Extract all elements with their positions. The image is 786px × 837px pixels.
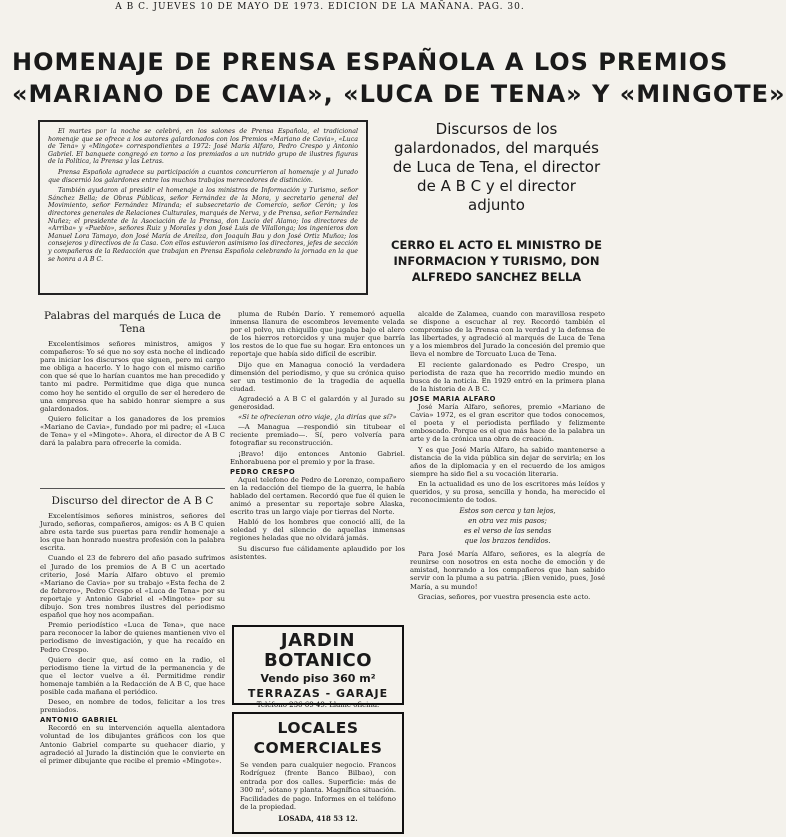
paragraph: Quiero decir que, así como en la radio, el periodismo tiene la virtud de la permanencia y de que el lector vuelve a él. Permitidme rendir homenaje también a la Redacción de A B C, que hace posible cada mañana el periódico. (40, 655, 225, 696)
ad-title: JARDIN BOTANICO (263, 630, 373, 671)
paragraph: Recordó en su intervención aquella alentadora voluntad de los dibujantes gráficos con los que Antonio Gabriel comparte su quehacer diario, y agradeció al Jurado la distinción que le convierte en el primer dibujante que recibe el premio «Mingote». (40, 724, 225, 765)
column-rule (40, 488, 225, 489)
ad-body: Se venden para cualquier negocio. Francos Rodríguez (frente Banco Bilbao), con entrada por dos calles. Superficie: más de 300 m², sótano y planta. Magnífica situación. Facilidades de pago. Informes en el teléfono de la propiedad. (240, 761, 396, 812)
paragraph: El reciente galardonado es Pedro Crespo, un periodista de raza que ha recorrido medio mundo en busca de la noticia. En 1929 entró en la primera plana de la historia de A B C. (410, 360, 605, 393)
ad-contact: Teléfono 236 69 49. Llame oficina. (256, 701, 380, 709)
ad-line: TERRAZAS - GARAJE (247, 687, 389, 700)
classified-ad-jardin-botanico (232, 625, 404, 709)
paragraph: En la actualidad es uno de los escritores más leídos y queridos, y su prosa, sencilla y honda, ha merecido el reconocimiento de todos. (410, 479, 605, 505)
paragraph: Quiero felicitar a los ganadores de los premios «Mariano de Cavia», fundado por mi padre; el «Luca de Tena» y el «Mingote». Ahora, el director de A B C dará la palabra para ofrecerle la comida. (40, 414, 225, 448)
paragraph: Cuando el 23 de febrero del año pasado sufrimos el Jurado de los premios de A B C un acertado criterio, José María Alfaro obtuvo el premio «Mariano de Cavia» por su trabajo «Esta fecha de 2 de febrero», Pedro Crespo el «Luca de Tena» por su reportaje y Antonio Gabriel el «Mingote» por su dibujo. Son tres nombres ilustres del periodismo español que hoy nos acompañan. (40, 554, 225, 620)
intro-paragraph: El martes por la noche se celebró, en los salones de Prensa Española, el tradicional homenaje que se ofrece a los autores galardonados con los Premios «Mariano de Cavia», «Luca de Tena» y «Mingote» correspondientes a 1972: José María Alfaro, Pedro Crespo y Antonio Gabriel. El banquete congregó en torno a los premiados a un nutrido grupo de ilustres figuras de la Política, la Prensa y las Letras. (48, 128, 358, 166)
headline-line-2: «MARIANO DE CAVIA», «LUCA DE TENA» Y «MINGOTE» (12, 80, 786, 108)
paragraph: ¡Bravo! dijo entonces Antonio Gabriel. Enhorabuena por el premio y por la frase. (230, 449, 405, 466)
poem (410, 506, 605, 546)
paragraph: pluma de Rubén Darío. Y rememoró aquella inmensa llanura de escombros levemente velada por el polvo, un chiquillo que jugaba bajo el alero de los hierros retorcidos y una mujer que barría los restos de lo que fue su hogar. Era entonces un reportaje que había sido difícil de escribir. (230, 310, 405, 359)
section-heading: Palabras del marqués de Luca de Tena (44, 310, 221, 335)
column-1-top (40, 310, 225, 449)
subheading: PEDRO CRESPO (230, 467, 296, 476)
intro-paragraph: Prensa Española agradece su participación a cuantos concurrieron al homenaje y al Jurado que discernió los galardones entre los muchos trabajos merecedores de distinción. (48, 168, 358, 184)
ad-line: Vendo piso 360 m² (260, 672, 376, 685)
column-2 (230, 310, 405, 620)
paragraph: alcalde de Zalamea, cuando con maravillosa respeto se dispone a escuchar al rey. Recordó también el compromiso de la Prensa con la verdad y la defensa de las libertades, y agradeció al marqués de Luca de Tena y a los miembros del Jurado la concesión del premio que lleva el nombre de Torcuato Luca de Tena. (410, 310, 606, 359)
paragraph: Gracias, señores, por vuestra presencia este acto. (418, 592, 591, 601)
paragraph: Habló de los hombres que conoció allí, de la soledad y del silencio de aquellas inmensas regiones heladas que no olvidará jamás. (230, 518, 405, 543)
subdeck: CERRO EL ACTO EL MINISTRO DE INFORMACION Y TURISMO, DON ALFREDO SANCHEZ BELLA (391, 238, 602, 284)
paragraph: Dijo que en Managua conoció la verdadera dimensión del periodismo, y que su crónica quiso ser un testimonio de la tragedia de aquella ciudad. (230, 360, 405, 393)
paragraph: Deseo, en nombre de todos, felicitar a los tres premiados. (40, 698, 225, 715)
subheading: ANTONIO GABRIEL (40, 716, 118, 725)
paragraph: Aquel telefono de Pedro de Lorenzo, compañero en la redacción del tiempo de la guerra, le había hablado del certamen. Recordó que fue él quien le animó a presentar su reportaje sobre Alaska, escrito tras un largo viaje por tierras del Norte. (230, 475, 405, 517)
classified-ad-locales (232, 712, 404, 834)
paragraph: Agradeció a A B C el galardón y al Jurado su generosidad. (230, 394, 405, 412)
quote: «Si te ofrecieran otro viaje, ¿la dirías que sí?» (238, 413, 397, 422)
running-head: A B C. JUEVES 10 DE MAYO DE 1973. EDICION DE LA MAÑANA. PAG. 30. (115, 2, 525, 12)
ad-title: LOCALES COMERCIALES (253, 719, 383, 757)
section-heading: Discurso del director de A B C (51, 495, 214, 507)
poem-line: es el verso de las sendas (463, 527, 552, 536)
subheading: JOSE MARIA ALFARO (410, 394, 496, 403)
paragraph: Su discurso fue cálidamente aplaudido por los asistentes. (230, 544, 405, 561)
column-1-bottom (40, 495, 225, 835)
poem-line: Estos son cerca y tan lejos, (459, 507, 556, 516)
paragraph: Premio periodístico «Luca de Tena», que nace para reconocer la labor de quienes mantienen vivo el periodismo de investigación, y que ha recaído en Pedro Crespo. (40, 621, 225, 654)
paragraph: Y es que José María Alfaro, ha sabido mantenerse a distancia de la vida pública sin dejar de servirla; en los años de la diplomacia y en el recuerdo de los amigos siempre ha sido fiel a su vocación literaria. (410, 445, 605, 478)
intro-paragraph: También ayudaron al presidir el homenaje a los ministros de Información y Turismo, señor Sánchez Bella; de Obras Públicas, señor Fernández de la Mora, y secretario general del Movimiento, señor Fernández Miranda; el subsecretario de Comercio, señor Cerón; y los directores generales de Relaciones Culturales, marqués de Nerva, y de Prensa, señor Fernández Nuñez; el presidente de la Asociación de la Prensa, don Lucio del Alamo; los directores de «Arriba» y «Pueblo», señores Ruiz y Morales y don José Luis de Vilallonga; los ingenieros don Manuel Lora Tamayo, don José María de Areilza, don Joaquín Bau y don José Ortiz Muñoz; los consejeros y directivos de la Casa. Con ellos estuvieron asimismo los directores, jefes de sección y compañeros de la Redacción que trabajan en Prensa Española celebrando la jornada en la que se honra a A B C. (48, 187, 358, 263)
ad-contact: LOSADA, 418 53 12. (278, 814, 358, 824)
deck: Discursos de los galardonados, del marqués de Luca de Tena, el director de A B C y el director adjunto (392, 120, 601, 214)
poem-line: en otra vez mis pasos; (468, 517, 547, 526)
paragraph: José María Alfaro, señores, premio «Mariano de Cavia» 1972, es el gran escritor que todos conocemos, el poeta y el periodista perfilado y felizmente emboscado. Porque es el que más hace de la palabra un arte y de la crónica una obra de creación. (410, 403, 605, 444)
paragraph: —A Managua —respondió sin titubear el reciente premiado—. Sí, pero volvería para fotografiar su reconstrucción. (230, 423, 405, 448)
paragraph: Excelentísimos señores ministros, amigos y compañeros: Yo sé que no soy esta noche el indicado para iniciar los discursos que siguen, pero mi cargo me obliga a hacerlo. Y lo hago con el mismo cariño con que sé que lo harían cuantos me han precedido y tanto mi padre. Permitidme que diga que nunca como hoy he sentido el orgullo de ser el heredero de una empresa que ha sabido honrar siempre a sus galardonados. (40, 340, 225, 413)
intro-box (38, 120, 368, 295)
column-3 (410, 310, 605, 835)
paragraph: Para José María Alfaro, señores, es la alegría de reunirse con nosotros en esta noche de emoción y de amistad, honrando a los compañeros que han sabido servir con la pluma a su patria. ¡Bien venido, pues, José María, a su mundo! (410, 550, 605, 591)
headline-line-1: HOMENAJE DE PRENSA ESPAÑOLA A LOS PREMIOS (12, 48, 729, 76)
poem-line: que los brazos tendidos. (464, 537, 551, 546)
paragraph: Excelentísimos señores ministros, señores del Jurado, señoras, compañeros, amigos: es A B C quien abre esta tarde sus puertas para rendir homenaje a los que han honrado nuestra profesión con la palabra escrita. (40, 512, 225, 553)
